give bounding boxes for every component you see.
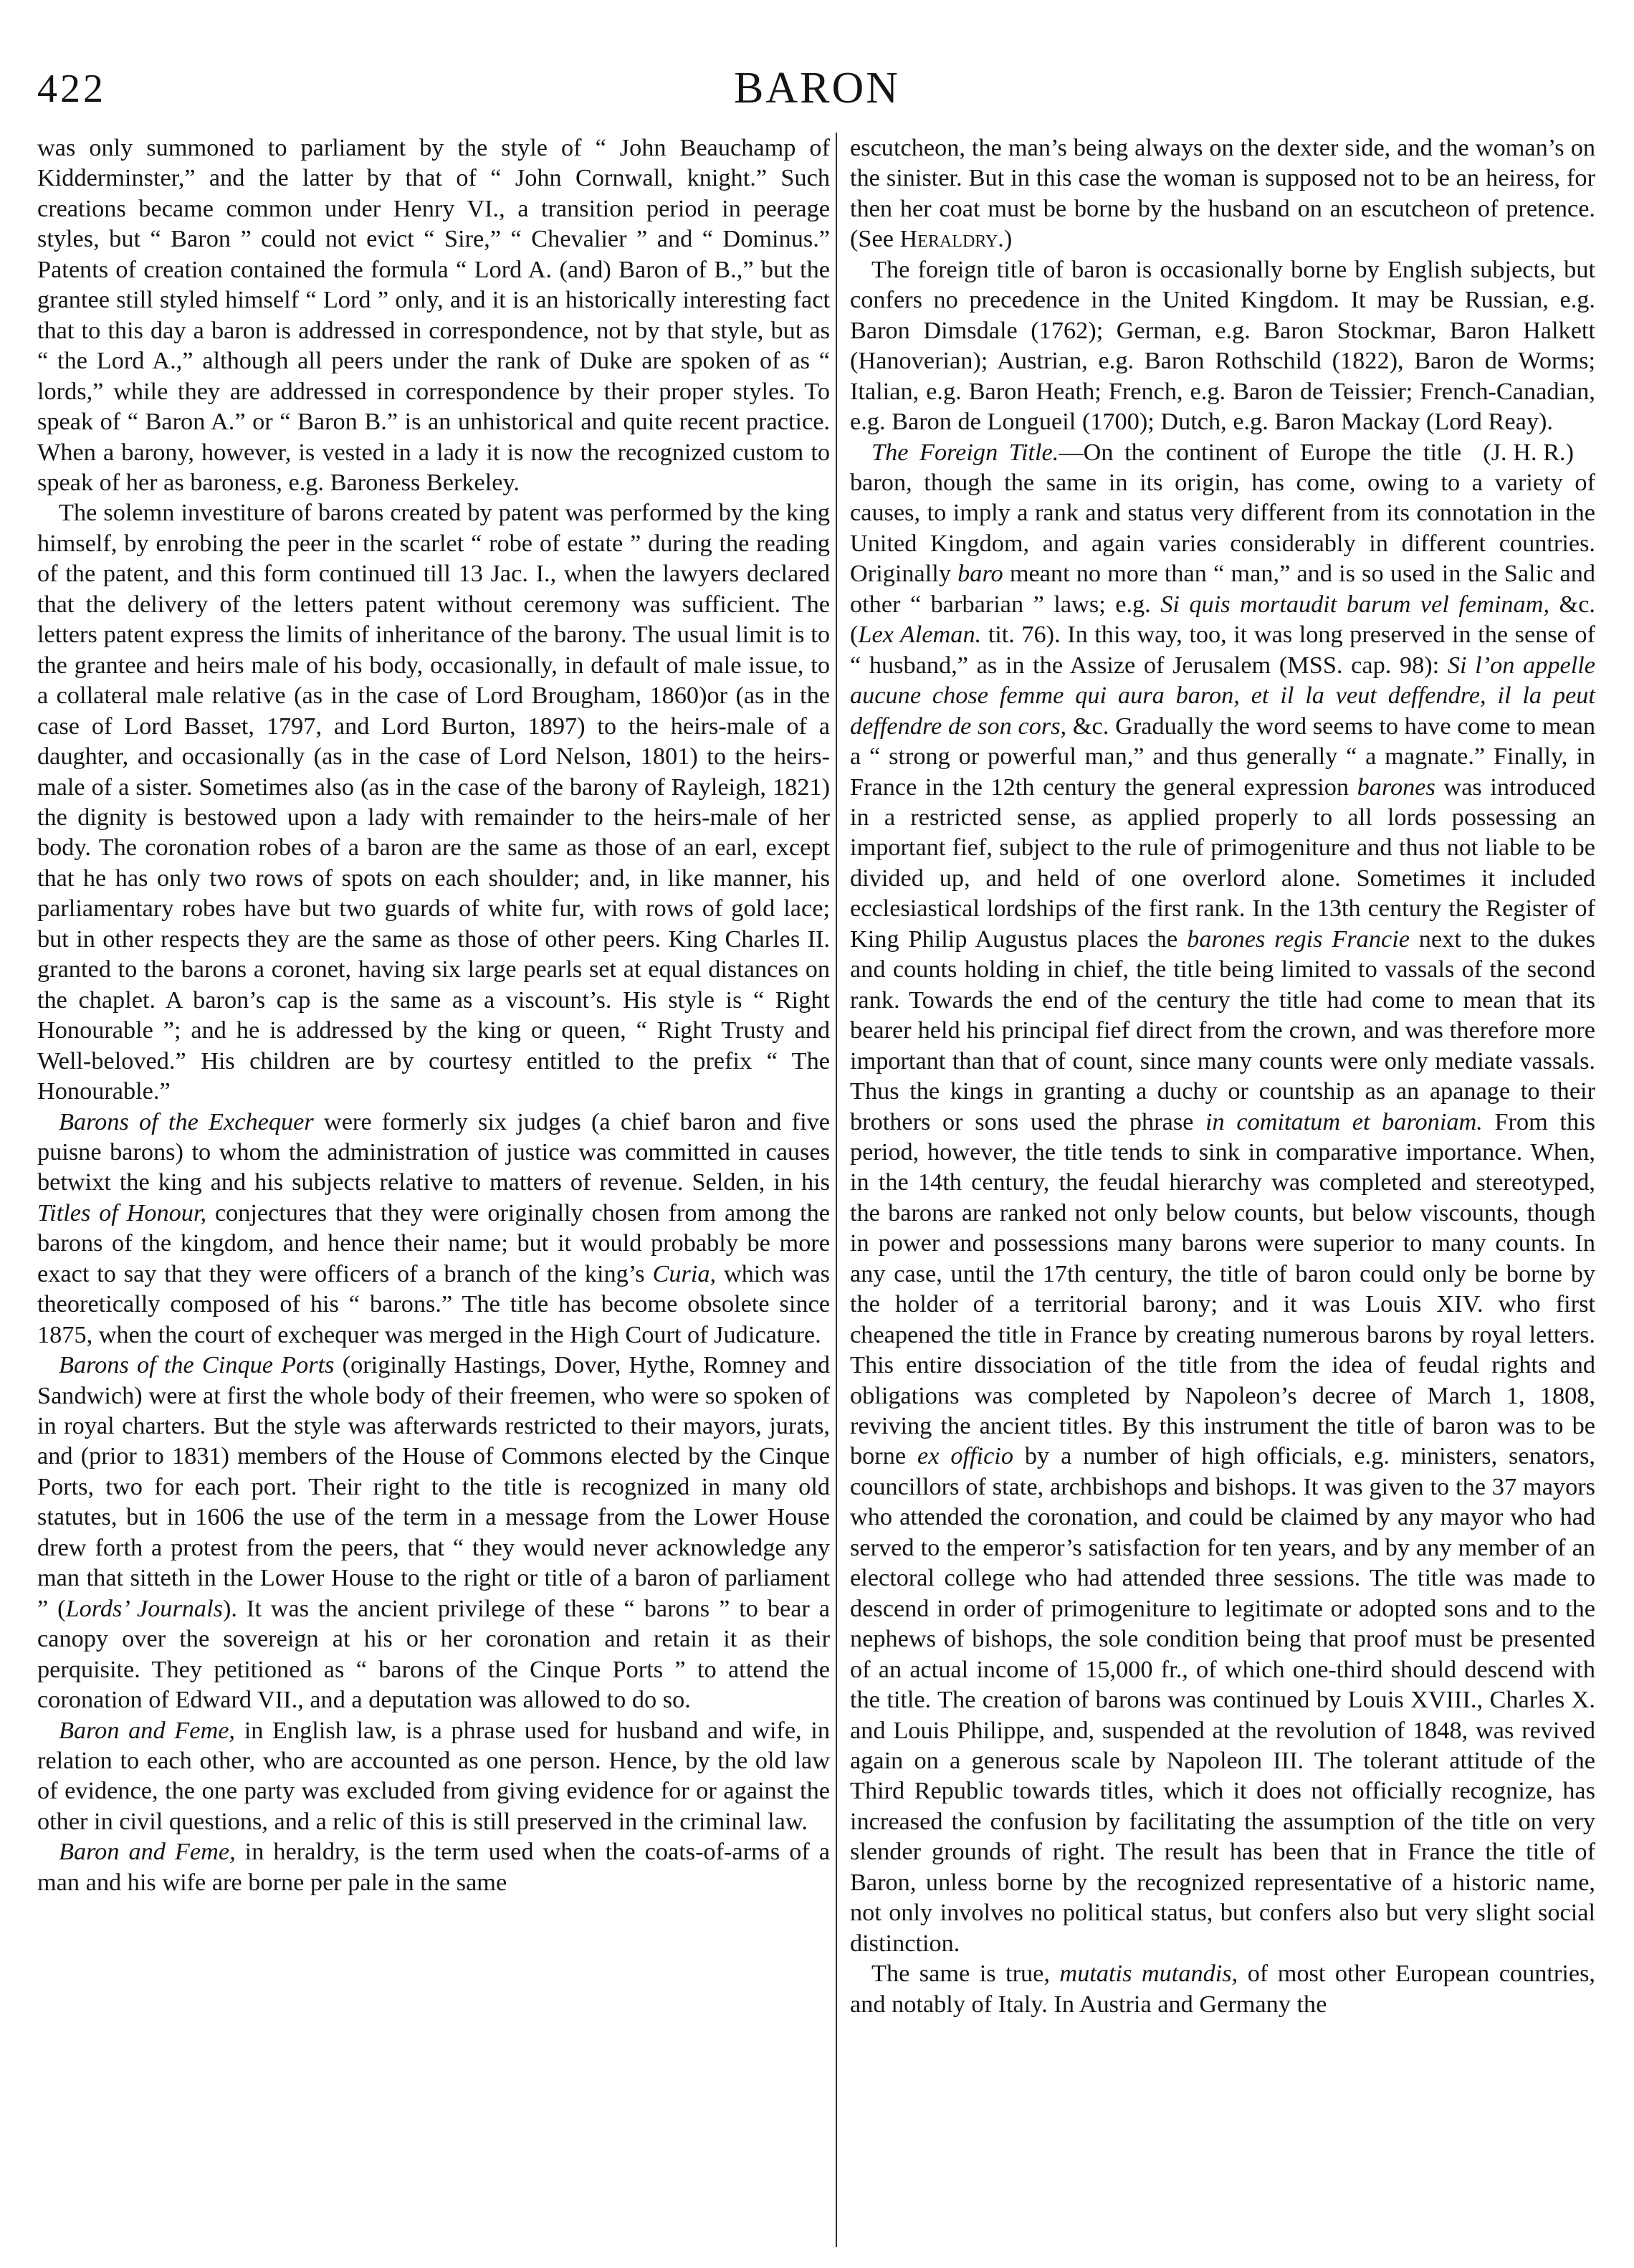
italic-lex-aleman: Lex Aleman. [858, 621, 982, 649]
italic-curia: Curia, [652, 1259, 717, 1287]
italic-title: Titles of Honour, [37, 1199, 207, 1226]
text: next to the dukes and counts holding in chief, the title being limited to vassals of the second rank. Towards the end of the century the title had come to mean that its bearer held his principal fief direct from the crown, and was therefore more important than that of count, since many counts were only mediate vassals. Thus the kings in granting a duchy or countship as an apanage to their brothers or sons used the phrase [850, 925, 1596, 1135]
paragraph-left-5 [37, 1715, 830, 1837]
text: .) [998, 225, 1013, 253]
italic-barones-regis: barones regis Francie [1187, 925, 1410, 953]
heading-barons-cinque-ports: Barons of the Cinque Ports [59, 1351, 335, 1379]
paragraph-right-4 [850, 1958, 1595, 2019]
text: From this period, however, the title tends to sink in comparative importance. When, in the 14th century, the feudal hierarchy was completed and stereotyped, the barons are ranked not only below counts, but below viscounts, though in power and possessions many barons were superior to many counts. In any case, until the 17th century, the title of baron could only be borne by the holder of a territorial barony; and it was Louis XIV. who first cheapened the title in France by creating numerous barons by royal letters. This entire dissociation of the title from the idea of feudal rights and obligations was completed by Napoleon’s decree of March 1, 1808, reviving the ancient titles. By this instrument the title of baron was to be borne [850, 1107, 1595, 1470]
paragraph-left-6 [37, 1836, 830, 1897]
text: (originally Hastings, Dover, Hythe, Romney and Sandwich) were at first the whole body of their freemen, who were so spoken of in royal charters. But the style was afterwards restricted to their mayors, jurats, and (prior to 1831) members of the House of Commons elected by the Cinque Ports, two for each port. Their right to the title is recognized in many old statutes, but in 1606 the use of the term in a message from the Lower House drew forth a protest from the peers, that “ they would never acknowledge any man that sitteth in the Lower House to the right or title of a baron of parliament ” ( [37, 1351, 830, 1622]
text: of most other European countries, and notably of Italy. In Austria and Germany the [850, 1960, 1595, 2018]
italic-mutatis: mutatis mutandis, [1059, 1960, 1238, 1988]
text: meant no more than “ man,” and is so used in the Salic and other “ barbarian ” laws; e.g. [850, 560, 1596, 618]
text: &c. Gradually the word seems to have come to mean a “ strong or powerful man,” and thus generally “ a magnate.” Finally, in France in the 12th century the general expression [850, 712, 1595, 801]
text: in English law, is a phrase used for husband and wife, in relation to each other, who are accounted as one person. Hence, by the old law of evidence, the one party was excluded from giving evidence for or against the other in civil questions, and a relic of this is still preserved in the criminal law. [37, 1716, 830, 1835]
italic-term: baro [957, 560, 1003, 588]
page-number: 422 [37, 67, 106, 111]
page-title: BARON [733, 64, 901, 113]
italic-lords-journals: Lords’ Journals [65, 1594, 223, 1622]
paragraph-left-4 [37, 1350, 830, 1715]
paragraph-right-1 [850, 133, 1595, 254]
italic-comitatum: in comitatum et baroniam. [1205, 1107, 1483, 1135]
paragraph-right-2 [850, 254, 1595, 466]
paragraph-left-2: The solemn investiture of barons created by patent was performed by the king himself, by enrobing the peer in the scarlet “ robe of estate ” during the reading of the patent, and this form continued till 13 Jac. I., when the lawyers declared that the delivery of the letters patent without ceremony was sufficient. The letters patent express the limits of inheritance of the barony. The usual limit is to the grantee and heirs male of his body, occasionally, in default of male issue, to a collateral male relative (as in the case of Lord Brougham, 1860)or (as in the case of Lord Basset, 1797, and Lord Burton, 1897) to the heirs-male of a daughter, and occasionally (as in the case of Lord Nelson, 1801) to the heirs-male of a sister. Sometimes also (as in the case of the barony of Rayleigh, 1821) the dignity is bestowed upon a lady with remainder to the heirs-male of her body. The coronation robes of a baron are the same as those of an earl, except that he has only two rows of spots on each shoulder; and, in like manner, his parliamentary robes have but two guards of white fur, with rows of gold lace; but in other respects they are the same as those of other peers. King Charles II. granted to the barons a coronet, having six large pearls set at equal distances on the chaplet. A baron’s cap is the same as a viscount’s. His style is “ Right Honourable ”; and he is addressed by the king or queen, “ Right Trusty and Well-beloved.” His children are by courtesy entitled to the prefix “ The Honourable.” [37, 499, 830, 1105]
right-column [850, 133, 1595, 2019]
author-signature: (J. H. R.) [1483, 438, 1574, 466]
text: tit. 76). In this way, too, it was long preserved in the sense of “ husband,” as in the Assize of Jerusalem (MSS. cap. 98): [850, 621, 1595, 679]
left-column [37, 133, 830, 1897]
italic-latin-quote: Si quis mortaudit barum vel feminam, [1160, 590, 1550, 618]
text: —On the continent of Europe the title baron, though the same in its origin, has come, owing to a variety of causes, to imply a rank and status very different from its connotation in the United Kingdom, and again varies considerably in different countries. Originally [850, 438, 1595, 588]
paragraph-left-1: was only summoned to parliament by the style of “ John Beauchamp of Kidderminster,” and the latter by that of “ John Cornwall, knight.” Such creations became common under Henry VI., a transition period in peerage styles, but “ Baron ” could not evict “ Sire,” “ Chevalier ” and “ Dominus.” Patents of creation contained the formula “ Lord A. (and) Baron of B.,” but the grantee still styled himself “ Lord ” only, and it is an historically interesting fact that to this day a baron is addressed in correspondence, not by that style, but as “ the Lord A.,” although all peers under the rank of Duke are spoken of as “ lords,” while they are addressed in correspondence by their proper styles. To speak of “ Baron A.” or “ Baron B.” is an unhistorical and quite recent practice. When a barony, however, is vested in a lady it is now the recognized custom to speak of her as baroness, e.g. Baroness Berkeley. [37, 134, 830, 496]
text: The foreign title of baron is occasionally borne by English subjects, but confers no precedence in the United Kingdom. It may be Russian, e.g. Baron Dimsdale (1762); German, e.g. Baron Stockmar, Baron Halkett (Hanoverian); Austrian, e.g. Baron Rothschild (1822), Baron de Worms; Italian, e.g. Baron Heath; French, e.g. Baron de Teissier; French-Canadian, e.g. Baron de Longueil (1700); Dutch, e.g. Baron Mackay (Lord Reay). [850, 255, 1595, 436]
text: was introduced in a restricted sense, as applied properly to all lords possessing an important fief, subject to the rule of primogeniture and thus not liable to be divided up, and held of one overlord alone. Sometimes it included ecclesiastical lordships of the first rank. In the 13th century the Register of King Philip Augustus places the [850, 773, 1596, 953]
heading-baron-feme-heraldry: Baron and Feme, [59, 1838, 236, 1866]
paragraph-right-3 [850, 437, 1595, 1959]
paragraph-left-3 [37, 1107, 830, 1350]
cross-reference-heraldry: Heraldry [899, 225, 998, 253]
italic-ex-officio: ex officio [917, 1442, 1013, 1470]
column-divider [836, 133, 837, 2247]
text: which was theoretically composed of his “ barons.” The title has become obsolete since 1875, when the court of exchequer was merged in the High Court of Judicature. [37, 1259, 830, 1348]
heading-foreign-title: The Foreign Title. [871, 438, 1059, 466]
heading-barons-exchequer: Barons of the Exchequer [59, 1107, 314, 1135]
text: escutcheon, the man’s being always on the dexter side, and the woman’s on the sinister. But in this case the woman is supposed not to be an heiress, for then her coat must be borne by the husband on an escutcheon of pretence. (See [850, 134, 1595, 253]
heading-baron-feme-law: Baron and Feme, [59, 1716, 236, 1744]
text: by a number of high officials, e.g. ministers, senators, councillors of state, archbishops and bishops. It was given to the 37 mayors who attended the coronation, and could be claimed by any mayor who had served to the emperor’s satisfaction for ten years, and by any member of an electoral college who had attended three sessions. The title was made to descend in order of primogeniture to legitimate or adopted sons and to the nephews of bishops, the sole condition being that proof must be presented of an actual income of 15,000 fr., of which one-third should descend with the title. The creation of barons was continued by Louis XVIII., Charles X. and Louis Philippe, and, suspended at the revolution of 1848, was revived again on a generous scale by Napoleon III. The tolerant attitude of the Third Republic towards titles, which it does not officially recognize, has increased the confusion by facilitating the assumption of the title on very slender grounds of right. The result has been that in France the title of Baron, unless borne by the recognized representative of a historic name, not only involves no political status, but confers also but very slight social distinction. [850, 1442, 1596, 1957]
text: &c. ( [850, 590, 1595, 649]
text: ). It was the ancient privilege of these “ barons ” to bear a canopy over the sovereign at his or her coronation and retain it as their perquisite. They petitioned as “ barons of the Cinque Ports ” to attend the coronation of Edward VII., and a deputation was allowed to do so. [37, 1594, 831, 1714]
italic-barones: barones [1357, 773, 1435, 801]
italic-french-quote: Si l’on appelle aucune chose femme qui aura baron, et il la veut deffendre, il la peut deffendre de son cors, [850, 651, 1595, 740]
text: were formerly six judges (a chief baron and five puisne barons) to whom the administration of justice was committed in causes betwixt the king and his subjects relative to matters of revenue. Selden, in his [37, 1107, 831, 1196]
text: The same is true, [871, 1960, 1060, 1988]
text: conjectures that they were originally chosen from among the barons of the kingdom, and hence their name; but it would probably be more exact to say that they were officers of a branch of the king’s [37, 1199, 830, 1287]
text: in heraldry, is the term used when the coats-of-arms of a man and his wife are borne per pale in the same [37, 1838, 831, 1896]
